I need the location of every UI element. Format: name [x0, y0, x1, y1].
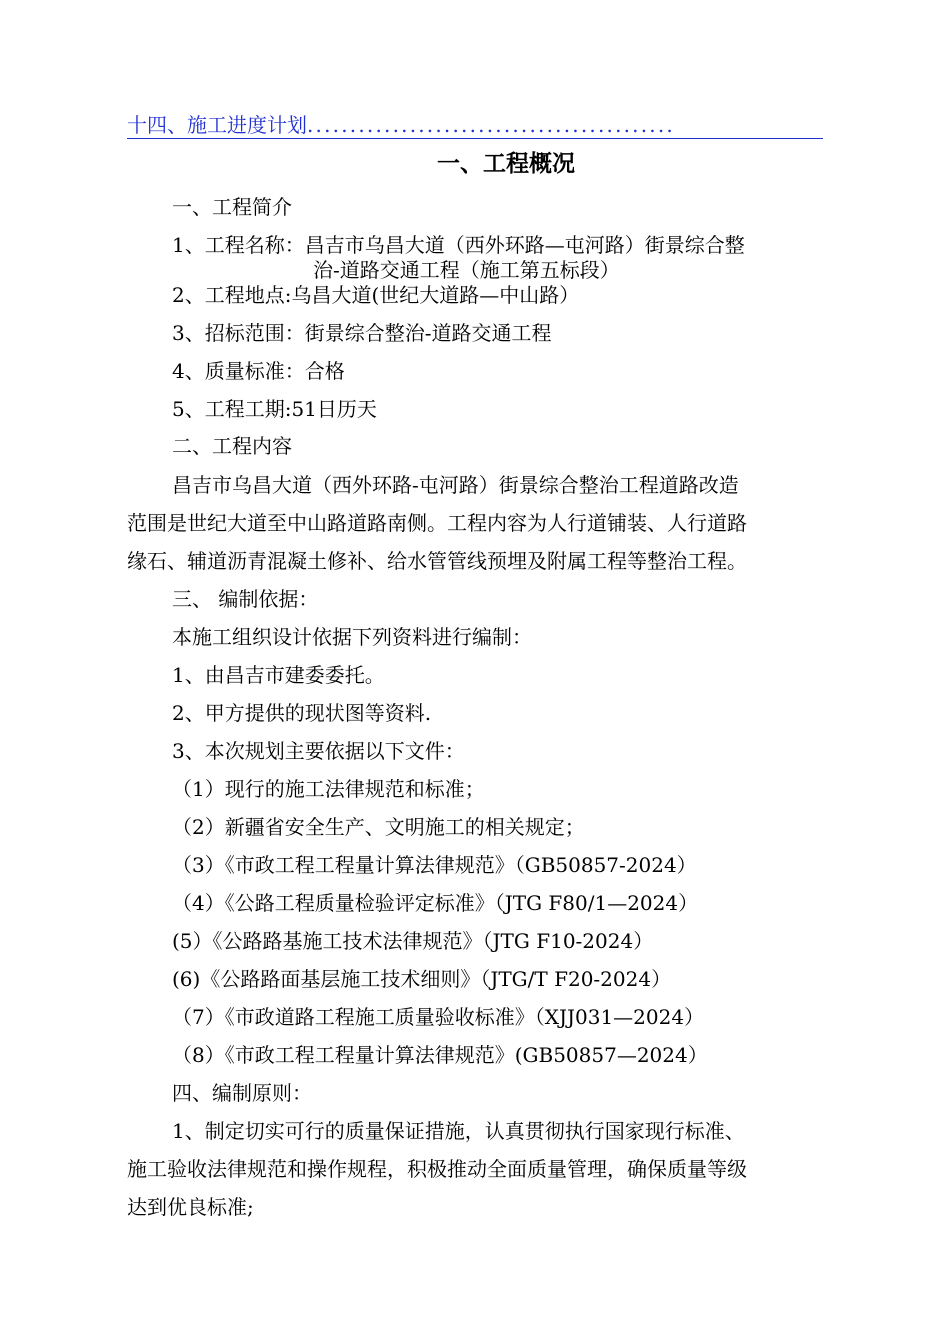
basis-intro: 本施工组织设计依据下列资料进行编制：	[172, 625, 532, 649]
basis-item-1: 1、由昌吉市建委委托。	[172, 663, 385, 687]
bid-scope: 3、招标范围：街景综合整治-道路交通工程	[172, 321, 552, 345]
reference-6: (6)《公路路面基层施工技术细则》（JTG/T F20-2024）	[172, 967, 672, 991]
project-location: 2、工程地点:乌昌大道(世纪大道路—中山路）	[172, 283, 580, 307]
reference-5: (5）《公路路基施工技术法律规范》（JTG F10-2024）	[172, 929, 654, 953]
content-paragraph-line1: 昌吉市乌昌大道（西外环路-屯河路）街景综合整治工程道路改造	[172, 473, 739, 497]
toc-entry-label: 十四、施工进度计划	[127, 113, 307, 137]
reference-3: （3）《市政工程工程量计算法律规范》（GB50857-2024）	[172, 853, 697, 877]
section-heading-basis: 三、 编制依据：	[172, 587, 319, 611]
toc-leader-dots: ...........................................	[307, 113, 675, 137]
section-heading-principles: 四、编制原则：	[172, 1081, 312, 1105]
section-heading-project-content: 二、工程内容	[172, 434, 292, 458]
basis-item-2: 2、甲方提供的现状图等资料.	[172, 701, 432, 725]
basis-item-3: 3、本次规划主要依据以下文件：	[172, 739, 465, 763]
quality-standard: 4、质量标准：合格	[172, 359, 345, 383]
content-paragraph-line2: 范围是世纪大道至中山路道路南侧。工程内容为人行道铺装、人行道路	[127, 511, 747, 535]
principle-1-line1: 1、制定切实可行的质量保证措施，认真贯彻执行国家现行标准、	[172, 1119, 745, 1143]
principle-1-line3: 达到优良标准;	[127, 1195, 254, 1219]
reference-8: （8）《市政工程工程量计算法律规范》(GB50857—2024）	[172, 1043, 708, 1067]
reference-7: （7）《市政道路工程施工质量验收标准》（XJJ031—2024）	[172, 1005, 705, 1029]
reference-4: （4）《公路工程质量检验评定标准》（JTG F80/1—2024）	[172, 891, 699, 915]
content-paragraph-line3: 缘石、辅道沥青混凝土修补、给水管管线预埋及附属工程等整治工程。	[127, 549, 747, 573]
section-heading-project-intro: 一、工程简介	[172, 195, 292, 219]
toc-entry-construction-schedule[interactable]	[127, 112, 823, 139]
project-name-line2: 治-道路交通工程（施工第五标段）	[313, 258, 620, 282]
project-duration: 5、工程工期:51日历天	[172, 397, 377, 421]
reference-2: （2）新疆省安全生产、文明施工的相关规定；	[172, 815, 585, 839]
project-name-line1: 1、工程名称：昌吉市乌昌大道（西外环路—屯河路）街景综合整	[172, 233, 745, 257]
principle-1-line2: 施工验收法律规范和操作规程，积极推动全面质量管理，确保质量等级	[127, 1157, 747, 1181]
reference-1: （1）现行的施工法律规范和标准；	[172, 777, 485, 801]
chapter-title: 一、工程概况	[437, 151, 575, 177]
